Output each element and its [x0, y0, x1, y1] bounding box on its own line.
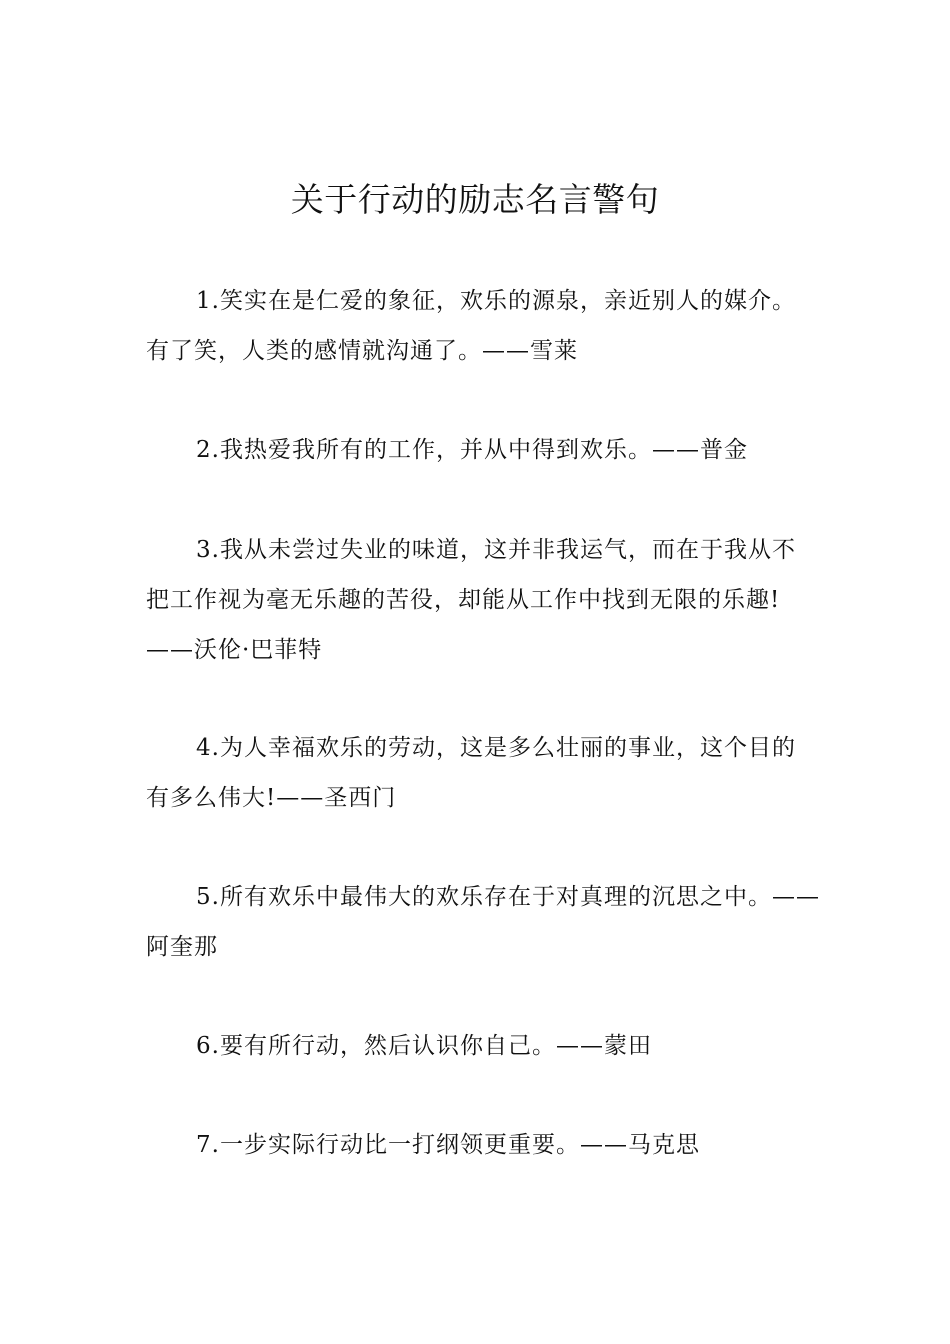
quote-item-5: 5.所有欢乐中最伟大的欢乐存在于对真理的沉思之中。——阿奎那 — [146, 884, 820, 960]
quote-item-2: 2.我热爱我所有的工作，并从中得到欢乐。——普金 — [196, 437, 748, 463]
quote-item-7: 7.一步实际行动比一打纲领更重要。——马克思 — [196, 1132, 700, 1158]
quote-item-6: 6.要有所行动，然后认识你自己。——蒙田 — [196, 1033, 652, 1059]
quote-item-4: 4.为人幸福欢乐的劳动，这是多么壮丽的事业，这个目的有多么伟大!——圣西门 — [146, 735, 796, 811]
quote-item-1: 1.笑实在是仁爱的象征，欢乐的源泉，亲近别人的媒介。有了笑，人类的感情就沟通了。——雪莱 — [146, 288, 796, 364]
quote-item-3: 3.我从未尝过失业的味道，这并非我运气，而在于我从不把工作视为毫无乐趣的苦役，却能从工作中找到无限的乐趣!——沃伦·巴菲特 — [146, 537, 796, 663]
page-title: 关于行动的励志名言警句 — [290, 180, 660, 219]
